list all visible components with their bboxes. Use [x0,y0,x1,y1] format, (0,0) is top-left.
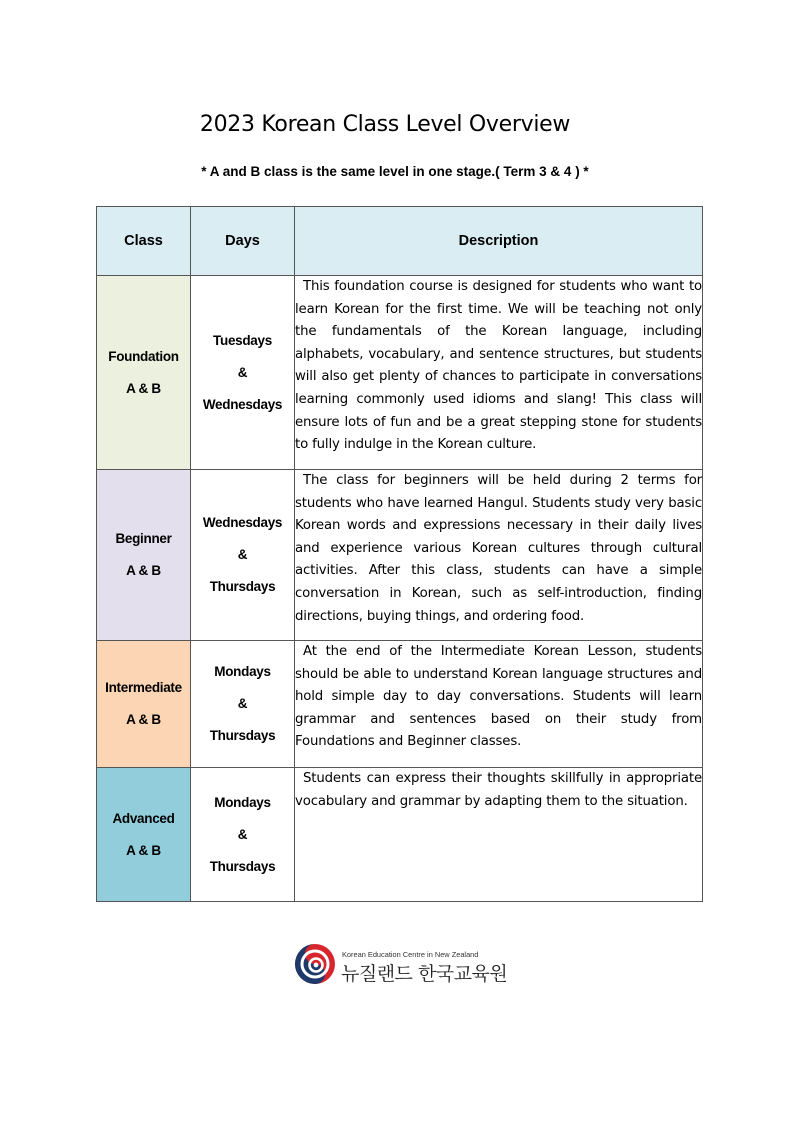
description-text: Students can express their thoughts skillfully in appropriate vocabulary and grammar by adapting them to the situation. [295,771,702,809]
day-connector: & [237,696,248,711]
day-first: Mondays [214,664,271,679]
page-title: 2023 Korean Class Level Overview [199,112,571,137]
days-cell-intermediate [191,641,295,768]
day-second: Thursdays [209,728,276,743]
description-text: The class for beginners will be held during 2 terms for students who have learned Hangul. Students study very basic Korean words and expressions necessary in their daily lives and experience various Korean cultures through cultural activities. After this class, students can have a simple conversation in Korean, such as self-introduction, finding directions, buying things, and ordering food. [295,473,702,624]
days-cell-advanced [191,768,295,902]
table-row-intermediate [97,641,703,768]
day-first: Mondays [214,794,271,810]
description-cell-foundation [295,276,703,470]
class-level-table [96,206,703,902]
header-description: Description [295,207,703,276]
day-connector: & [237,826,248,842]
description-cell-beginner [295,470,703,641]
logo-korean-text: 뉴질랜드 한국교육원 [341,963,508,985]
class-group: A & B [126,712,161,727]
days-cell-beginner [191,470,295,641]
class-name: Beginner [115,531,172,546]
header-days: Days [191,207,295,276]
class-name: Intermediate [105,680,182,695]
table-row-foundation [97,276,703,470]
table-row-beginner [97,470,703,641]
table-header-row [97,207,703,276]
table-row-advanced [97,768,703,902]
centre-logo [294,943,508,989]
day-second: Wednesdays [202,396,283,412]
day-second: Thursdays [209,858,276,874]
header-class: Class [97,207,191,276]
description-text: This foundation course is designed for students who want to learn Korean for the first time. We will be teaching not only the fundamentals of the Korean language, including alphabets, vocabulary, and sentence structures, but students will also get plenty of chances to participate in conversations learning commonly used idioms and slang! This class will ensure lots of fun and be a great stepping stone for students to fully indulge in the Korean culture. [295,279,702,453]
class-group: A & B [126,380,161,396]
class-name: Foundation [108,348,179,364]
class-group: A & B [126,842,161,858]
day-first: Tuesdays [213,332,272,348]
description-text: At the end of the Intermediate Korean Lesson, students should be able to understand Korean language structures and hold simple day to day conversations. Students will learn grammar and sentences based on their study from Foundations and Beginner classes. [295,644,702,750]
class-cell-advanced [97,768,191,902]
class-cell-foundation [97,276,191,470]
day-connector: & [237,364,248,380]
days-cell-foundation [191,276,295,470]
logo-english-text: Korean Education Centre in New Zealand [342,950,479,959]
day-connector: & [237,547,248,562]
class-group: A & B [126,563,161,578]
class-name: Advanced [112,810,175,826]
description-cell-intermediate [295,641,703,768]
day-second: Thursdays [209,579,276,594]
class-cell-intermediate [97,641,191,768]
class-cell-beginner [97,470,191,641]
description-cell-advanced [295,768,703,902]
day-first: Wednesdays [202,515,283,530]
korean-education-centre-emblem-icon [294,943,336,985]
level-note: * A and B class is the same level in one stage.( Term 3 & 4 ) * [201,164,589,179]
